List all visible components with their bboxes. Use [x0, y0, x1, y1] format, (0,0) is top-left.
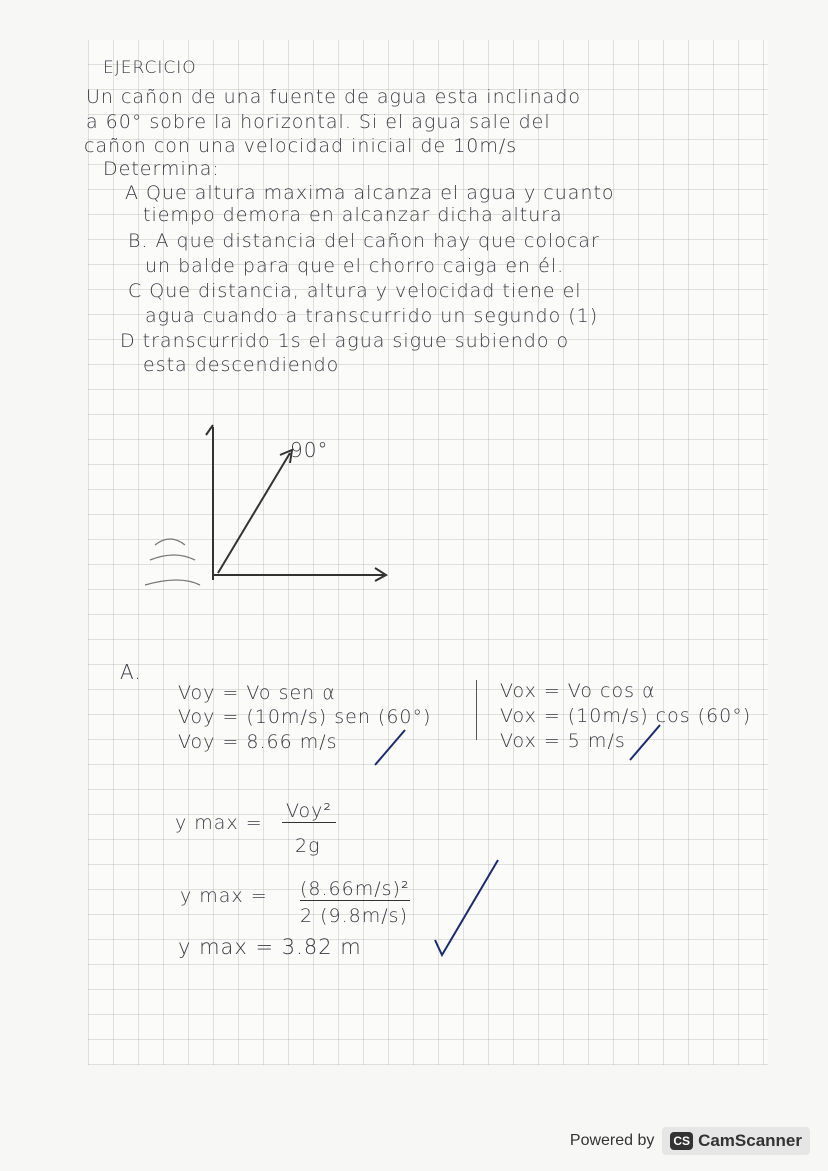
voy-substitution: Voy = (10m/s) sen (60°) — [178, 706, 432, 728]
exercise-heading: EJERCICIO — [103, 58, 197, 78]
statement-line: Determina: — [103, 158, 220, 180]
vox-substitution: Vox = (10m/s) cos (60°) — [500, 705, 752, 727]
part-a-label: A. — [120, 660, 142, 684]
ymax-sub-denominator: 2 (9.8m/s) — [300, 905, 408, 927]
question-a: A Que altura maxima alcanza el agua y cuanto — [125, 182, 615, 204]
question-d-cont: esta descendiendo — [143, 354, 340, 376]
ymax-result: y max = 3.82 m — [178, 935, 362, 959]
checkmark-icon — [370, 725, 410, 770]
statement-line: Un cañon de una fuente de agua esta inclinado — [86, 86, 581, 108]
camscanner-brand: CamScanner — [698, 1131, 802, 1150]
camscanner-badge — [662, 1127, 810, 1155]
ymax-sub-numerator: (8.66m/s)² — [300, 878, 410, 900]
projectile-diagram — [130, 415, 400, 615]
ymax-formula-denominator: 2g — [295, 835, 321, 857]
velocity-vector — [218, 450, 292, 573]
powered-by-text: Powered by — [569, 1132, 655, 1149]
fountain-sketch-icon — [145, 539, 200, 585]
question-a-cont: tiempo demora en alcanzar dicha altura — [143, 204, 563, 226]
question-b-cont: un balde para que el chorro caiga en él. — [145, 255, 565, 277]
question-b: B. A que distancia del cañon hay que colocar — [128, 230, 600, 252]
voy-result: Voy = 8.66 m/s — [178, 731, 338, 753]
question-c: C Que distancia, altura y velocidad tiene el — [128, 280, 582, 302]
ymax-sub-lhs: y max = — [180, 885, 268, 907]
checkmark-icon — [430, 855, 505, 960]
x-axis — [213, 568, 386, 581]
question-d: D transcurrido 1s el agua sigue subiendo o — [120, 330, 570, 352]
question-c-cont: agua cuando a transcurrido un segundo (1) — [145, 305, 599, 327]
column-divider — [476, 680, 477, 740]
angle-label: 90° — [290, 438, 329, 462]
statement-line: a 60° sobre la horizontal. Si el agua sale del — [86, 111, 551, 133]
voy-formula: Voy = Vo sen α — [178, 682, 336, 704]
ymax-formula-lhs: y max = — [175, 812, 263, 834]
ymax-formula-numerator: Voy² — [282, 800, 336, 823]
statement-line: cañon con una velocidad inicial de 10m/s — [84, 135, 518, 157]
camscanner-logo-icon: CS — [670, 1132, 693, 1150]
checkmark-icon — [625, 720, 665, 765]
camscanner-watermark — [570, 1127, 810, 1155]
vox-formula: Vox = Vo cos α — [500, 680, 656, 702]
vox-result: Vox = 5 m/s — [500, 730, 626, 752]
y-axis-arrow-icon — [206, 425, 213, 435]
